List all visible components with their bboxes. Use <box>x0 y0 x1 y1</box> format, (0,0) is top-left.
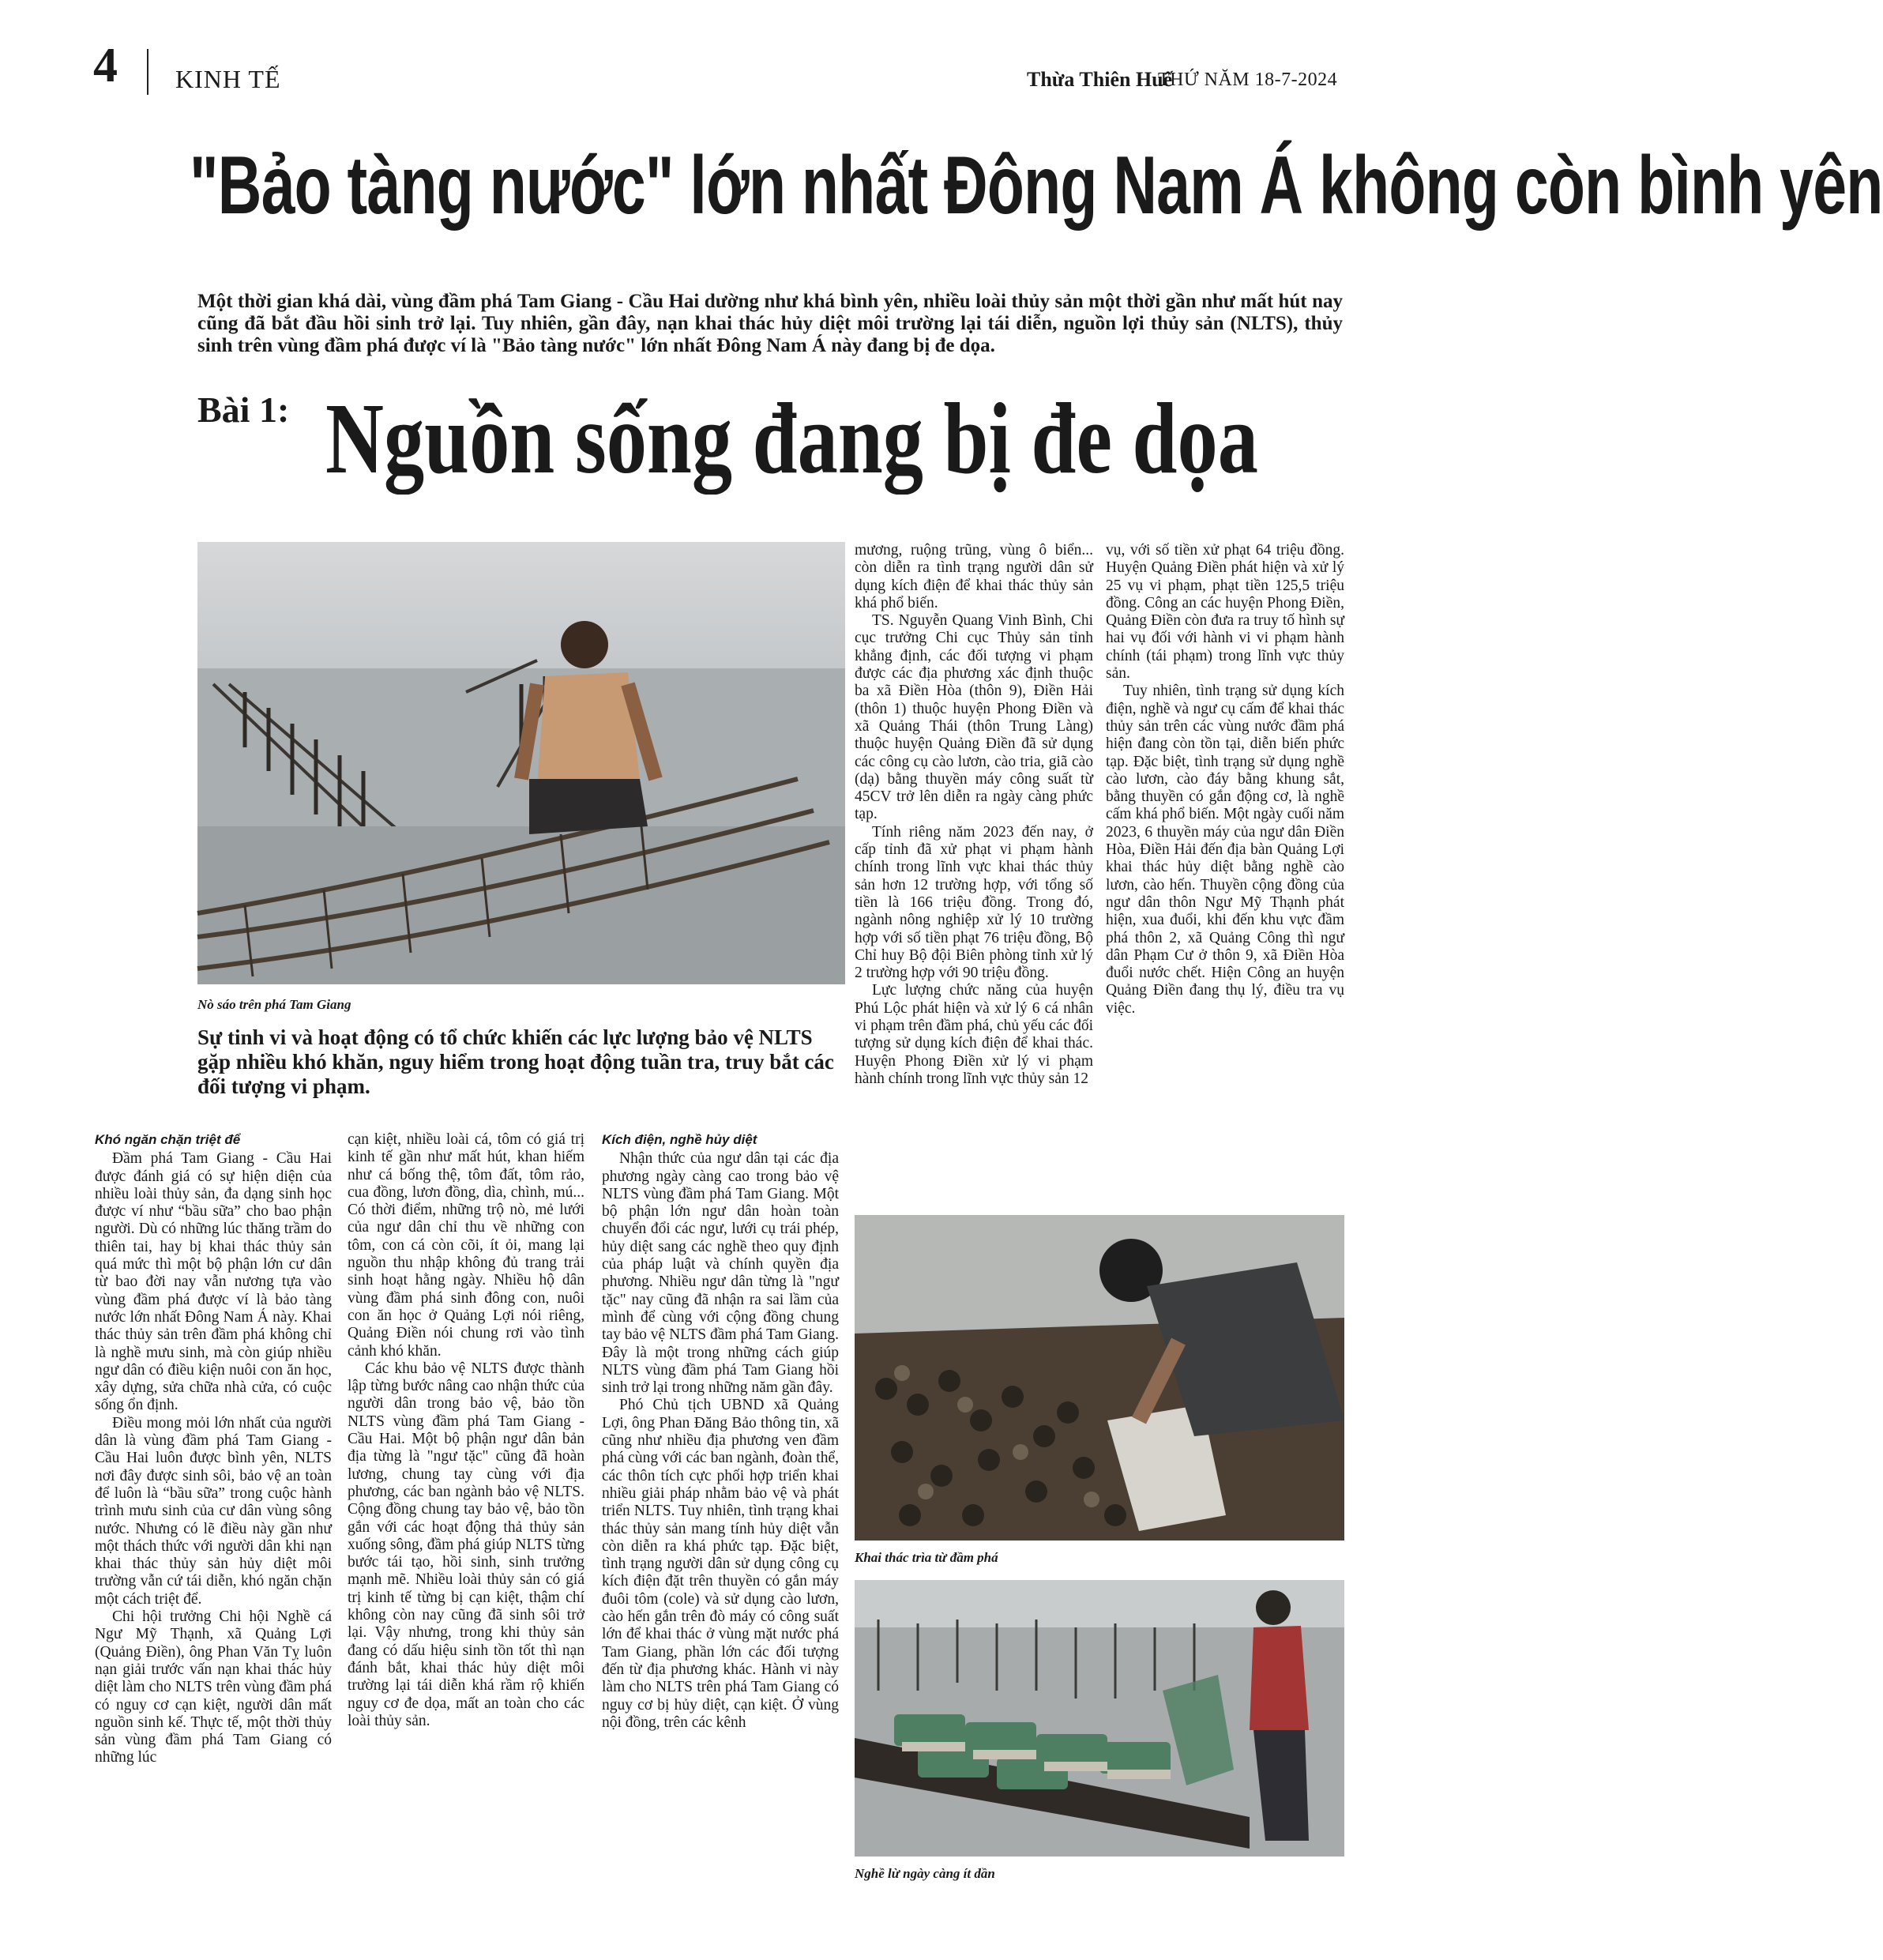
paragraph: mương, ruộng trũng, vùng ô biển... còn diễn ra tình trạng người dân sử dụng kích điện để khai thác thủy sản khá phổ biến. <box>855 542 1093 611</box>
photo-caption-2: Khai thác trìa từ đầm phá <box>855 1550 998 1565</box>
paragraph: Tính riêng năm 2023 đến nay, ở cấp tỉnh đã xử phạt vi phạm hành chính trong lĩnh vực khai thác thủy sản hơn 12 trường hợp, với tổng số tiền là 166 triệu đồng. Trong đó, ngành nông nghiệp xử lý 10 trường hợp với số tiền phạt 76 triệu đồng, Bộ Chỉ huy Bộ đội Biên phòng tỉnh xử lý 2 trường hợp với 90 triệu đồng. <box>855 823 1093 982</box>
photo-boat-nets-image <box>855 1580 1344 1857</box>
paragraph: vụ, với số tiền xử phạt 64 triệu đồng. Huyện Quảng Điền phát hiện và xử lý 25 vụ vi phạm, phạt tiền 125,5 triệu đồng. Công an các huyện Phong Điền, Quảng Điền còn đưa ra truy tố hình sự hai vụ đối với hành vi vi phạm hành chính (tái phạm) trong lĩnh vực thủy sản. <box>1106 542 1344 683</box>
page-number: 4 <box>93 39 118 92</box>
photo-fish-trap <box>197 542 845 984</box>
series-label: Bài 1: <box>197 389 290 430</box>
paragraph: Các khu bảo vệ NLTS được thành lập từng bước nâng cao nhận thức của người dân trong bảo vệ, bảo tồn NLTS vùng đầm phá Tam Giang - Cầu Hai. Một bộ phận ngư dân bản địa từng là "ngư tặc" cũng đã hoàn lương, chung tay cùng với địa phương, các ban ngành bảo vệ NLTS. Cộng đồng chung tay bảo vệ, bảo tồn gắn với các hoạt động thả thủy sản xuống sông, đầm phá giúp NLTS từng bước tái tạo, hồi sinh, sinh trưởng mạnh mẽ. Nhiều loài thủy sản có giá trị kinh tế từng bị cạn kiệt, thậm chí không còn nay cũng đã sinh sôi trở lại. Vậy nhưng, trong khi thủy sản đang có dấu hiệu sinh tồn tốt thì nạn đánh bắt, khai thác hủy diệt môi trường lại tái diễn khá rầm rộ khiến nguy cơ đe dọa, mất an toàn cho các loài thủy sản. <box>348 1360 584 1729</box>
header-divider <box>147 49 148 95</box>
paragraph: Chi hội trưởng Chi hội Nghề cá Ngư Mỹ Thạnh, xã Quảng Lợi (Quảng Điền), ông Phan Văn Tỵ luôn nạn giải trước vấn nạn khai thác hủy diệt làm cho NLTS trên vùng đầm phá có nguy cơ cạn kiệt, người dân mất nguồn sinh kế. Thực tế, một thời thủy sản vùng đầm phá Tam Giang có những lúc <box>95 1608 332 1766</box>
section-heading-2: Kích điện, nghề hủy diệt <box>602 1132 757 1147</box>
sapo: Một thời gian khá dài, vùng đầm phá Tam Giang - Cầu Hai dường như khá bình yên, nhiều loài thủy sản một thời gần như mất hút nay cũng đã bắt đầu hồi sinh trở lại. Tuy nhiên, gần đây, nạn khai thác hủy diệt môi trường lại tái diễn, nguồn lợi thủy sản (NLTS), thủy sinh trên vùng đầm phá được ví là "Bảo tàng nước" lớn nhất Đông Nam Á này đang bị đe dọa. <box>197 291 1343 356</box>
pull-quote: Sự tinh vi và hoạt động có tổ chức khiến các lực lượng bảo vệ NLTS gặp nhiều khó khăn, nguy hiểm trong hoạt động tuần tra, truy bắt các đối tượng vi phạm. <box>197 1025 834 1098</box>
photo-fish-trap-image <box>197 542 845 984</box>
photo-boat-nets <box>855 1580 1344 1857</box>
paragraph: Lực lượng chức năng của huyện Phú Lộc phát hiện và xử lý 6 cá nhân vi phạm trên đầm phá, chủ yếu các đối tượng sử dụng kích điện để khai thác. Huyện Phong Điền xử lý vi phạm hành chính trong lĩnh vực thủy sản 12 <box>855 982 1093 1087</box>
paragraph: Nhận thức của ngư dân tại các địa phương ngày càng cao trong bảo vệ NLTS vùng đầm phá Tam Giang. Một bộ phận lớn ngư dân hoàn toàn chuyển đổi các ngư, lưới cụ trái phép, hủy diệt sang các nghề theo quy định của pháp luật và chính quyền địa phương. Nhiều ngư dân từng là "ngư tặc" nay cũng đã nhận ra sai lầm của mình để cùng với cộng đồng chung tay bảo vệ NLTS đầm phá Tam Giang. Đây là một trong những cách giúp NLTS vùng đầm phá Tam Giang hồi sinh trở lại trong những năm gần đây. <box>602 1150 839 1397</box>
photo-clams-image <box>855 1215 1344 1541</box>
article-column-4 <box>855 542 1093 1088</box>
headline: "Bảo tàng nước" lớn nhất Đông Nam Á không còn bình yên <box>190 140 1883 231</box>
newspaper-name: Thừa Thiên Huế <box>1027 68 1173 91</box>
article-column-1 <box>95 1131 332 1767</box>
photo-clams <box>855 1215 1344 1541</box>
issue-date: THỨ NĂM 18-7-2024 <box>1158 70 1338 90</box>
paragraph: cạn kiệt, nhiều loài cá, tôm có giá trị kinh tế gần như mất hút, khan hiếm như cá bống thệ, tôm đất, tôm rảo, cua đồng, lươn đồng, dìa, chình, mú... Có thời điểm, những trộ nò, mẻ lưới của ngư dân chỉ thu về những con tôm, con cá còn cõi, ít ỏi, mang lại nguồn thu nhập không đủ trang trải sinh hoạt hằng ngày. Nhiều hộ dân vùng đầm phá sinh đông con, nuôi con ăn học ở Quảng Lợi nói riêng, Quảng Điền nói chung rơi vào tình cảnh khó khăn. <box>348 1131 584 1360</box>
subheadline: Nguồn sống đang bị đe dọa <box>325 382 1258 495</box>
photo-caption-1: Nò sáo trên phá Tam Giang <box>197 997 351 1012</box>
paragraph: Đầm phá Tam Giang - Cầu Hai được đánh giá có sự hiện diện của nhiều loài thủy sản, đa dạng sinh học được ví như “bầu sữa” cho bao phận người. Dù có những lúc thăng trầm do thiên tai, hay bị khai thác thủy sản quá mức thì một bộ phận lớn cư dân từ bao đời nay vẫn nương tựa vào vùng đầm phá được ví là bảo tàng nước lớn nhất Đông Nam Á này. Khai thác thủy sản trên đầm phá không chỉ là nghề mưu sinh, mà còn giúp nhiều ngư dân có điều kiện nuôi con ăn học, xây dựng, sửa chữa nhà cửa, có cuộc sống ổn định. <box>95 1150 332 1414</box>
paragraph: TS. Nguyễn Quang Vinh Bình, Chi cục trưởng Chi cục Thủy sản tỉnh khẳng định, các đối tượng vi phạm được các địa phương xác định thuộc ba xã Điền Hòa (thôn 9), Điền Hải (thôn 1) thuộc huyện Phong Điền và xã Quảng Thái (thôn Trung Làng) thuộc huyện Quảng Điền đã sử dụng các công cụ cào lươn, cào tria, giã cào (dạ) bằng thuyền máy công suất từ 45CV trở lên diễn ra ngày càng phức tạp. <box>855 612 1093 823</box>
section-heading-1: Khó ngăn chặn triệt để <box>95 1132 241 1147</box>
article-column-5 <box>1106 542 1344 1018</box>
paragraph: Điều mong mỏi lớn nhất của người dân là vùng đầm phá Tam Giang - Cầu Hai luôn được bình yên, NLTS nơi đây được sinh sôi, bảo vệ an toàn để luôn là “bầu sữa” trong cuộc hành trình mưu sinh của cư dân vùng sông nước. Nhưng có lẽ điều này gần như một thách thức với người dân khi nạn khai thác thủy sản hủy diệt môi trường vẫn cứ tái diễn, khó ngăn chặn một cách triệt để. <box>95 1414 332 1608</box>
section-label: KINH TẾ <box>175 65 281 93</box>
paragraph: Tuy nhiên, tình trạng sử dụng kích điện, nghề và ngư cụ cấm để khai thác thủy sản trên các vùng nước đầm phá hiện đang còn tồn tại, diễn biến phức tạp. Đặc biệt, tình trạng sử dụng nghề cào lươn, cào đáy bằng khung sắt, bằng thuyền có gắn động cơ, là nghề cấm khá phổ biến. Một ngày cuối năm 2023, 6 thuyền máy của ngư dân Điền Hòa, Điền Hải đến địa bàn Quảng Lợi khai thác hủy diệt bằng nghề cào lươn, cào hến. Thuyền cộng đồng của ngư dân thôn Ngư Mỹ Thạnh phát hiện, xua đuổi, khi đến khu vực đầm phá thôn 2, xã Quảng Công thì ngư dân Phạm Cư ở thôn 9, xã Điền Hòa đuổi nước chết. Hiện Công an huyện Quảng Điền đang thụ lý, điều tra vụ việc. <box>1106 683 1344 1017</box>
paragraph: Phó Chủ tịch UBND xã Quảng Lợi, ông Phan Đăng Bảo thông tin, xã cũng như nhiều địa phương ven đầm phá cùng với các ban ngành, đoàn thể, các thôn tích cực phối hợp triển khai nhiều giải pháp nhằm bảo vệ và phát triển NLTS. Tuy nhiên, tình trạng khai thác thủy sản mang tính hủy diệt vẫn còn diễn ra khá phức tạp. Đặc biệt, tình trạng người dân sử dụng công cụ kích điện đặt trên thuyền có gắn máy đuôi tôm (cole) và sử dụng cào lươn, cào hến gắn trên đò máy có công suất lớn để khai thác ở vùng mặt nước phá Tam Giang, phần lớn các đối tượng đến từ địa phương khác. Hành vi này làm cho NLTS trên phá Tam Giang có nguy cơ bị hủy diệt, cạn kiệt. Ở vùng nội đồng, trên các kênh <box>602 1397 839 1731</box>
photo-caption-3: Nghề lừ ngày càng ít dần <box>855 1866 995 1881</box>
article-column-2 <box>348 1131 584 1730</box>
article-column-3 <box>602 1131 839 1732</box>
